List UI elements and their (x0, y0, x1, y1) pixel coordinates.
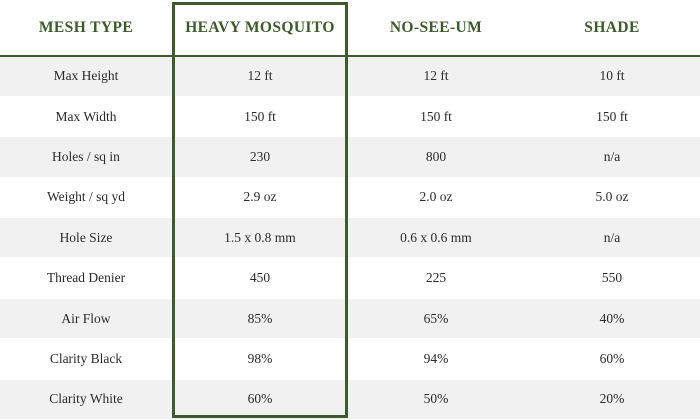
cell-heavy-mosquito: 230 (172, 137, 348, 177)
cell-shade: 40% (524, 298, 700, 338)
column-header-no-see-um: NO-SEE-UM (348, 0, 524, 56)
cell-heavy-mosquito: 85% (172, 298, 348, 338)
row-label: Max Width (0, 96, 172, 136)
cell-heavy-mosquito: 1.5 x 0.8 mm (172, 218, 348, 258)
cell-heavy-mosquito: 2.9 oz (172, 177, 348, 217)
cell-shade: 5.0 oz (524, 177, 700, 217)
row-label: Holes / sq in (0, 137, 172, 177)
cell-shade: 60% (524, 339, 700, 379)
cell-no-see-um: 12 ft (348, 56, 524, 96)
column-header-mesh-type: MESH TYPE (0, 0, 172, 56)
table-header (0, 0, 700, 56)
row-label: Weight / sq yd (0, 177, 172, 217)
cell-shade: n/a (524, 218, 700, 258)
header-row (0, 0, 700, 56)
cell-heavy-mosquito: 450 (172, 258, 348, 298)
cell-no-see-um: 50% (348, 379, 524, 419)
row-label: Thread Denier (0, 258, 172, 298)
cell-heavy-mosquito: 150 ft (172, 96, 348, 136)
table-row (0, 339, 700, 379)
row-label: Air Flow (0, 298, 172, 338)
cell-shade: 150 ft (524, 96, 700, 136)
table-row (0, 177, 700, 217)
row-label: Hole Size (0, 218, 172, 258)
table-row (0, 137, 700, 177)
row-label: Clarity Black (0, 339, 172, 379)
cell-shade: 10 ft (524, 56, 700, 96)
table-row (0, 218, 700, 258)
cell-heavy-mosquito: 98% (172, 339, 348, 379)
table-row (0, 56, 700, 96)
cell-no-see-um: 225 (348, 258, 524, 298)
cell-shade: 550 (524, 258, 700, 298)
cell-shade: 20% (524, 379, 700, 419)
cell-no-see-um: 800 (348, 137, 524, 177)
cell-no-see-um: 150 ft (348, 96, 524, 136)
column-header-shade: SHADE (524, 0, 700, 56)
row-label: Max Height (0, 56, 172, 96)
cell-no-see-um: 2.0 oz (348, 177, 524, 217)
cell-heavy-mosquito: 12 ft (172, 56, 348, 96)
cell-no-see-um: 65% (348, 298, 524, 338)
cell-no-see-um: 0.6 x 0.6 mm (348, 218, 524, 258)
table-row (0, 298, 700, 338)
cell-no-see-um: 94% (348, 339, 524, 379)
cell-heavy-mosquito: 60% (172, 379, 348, 419)
table-row (0, 379, 700, 419)
cell-shade: n/a (524, 137, 700, 177)
table-body (0, 56, 700, 420)
table-row (0, 258, 700, 298)
column-header-heavy-mosquito: HEAVY MOSQUITO (172, 0, 348, 56)
table-row (0, 96, 700, 136)
row-label: Clarity White (0, 379, 172, 419)
